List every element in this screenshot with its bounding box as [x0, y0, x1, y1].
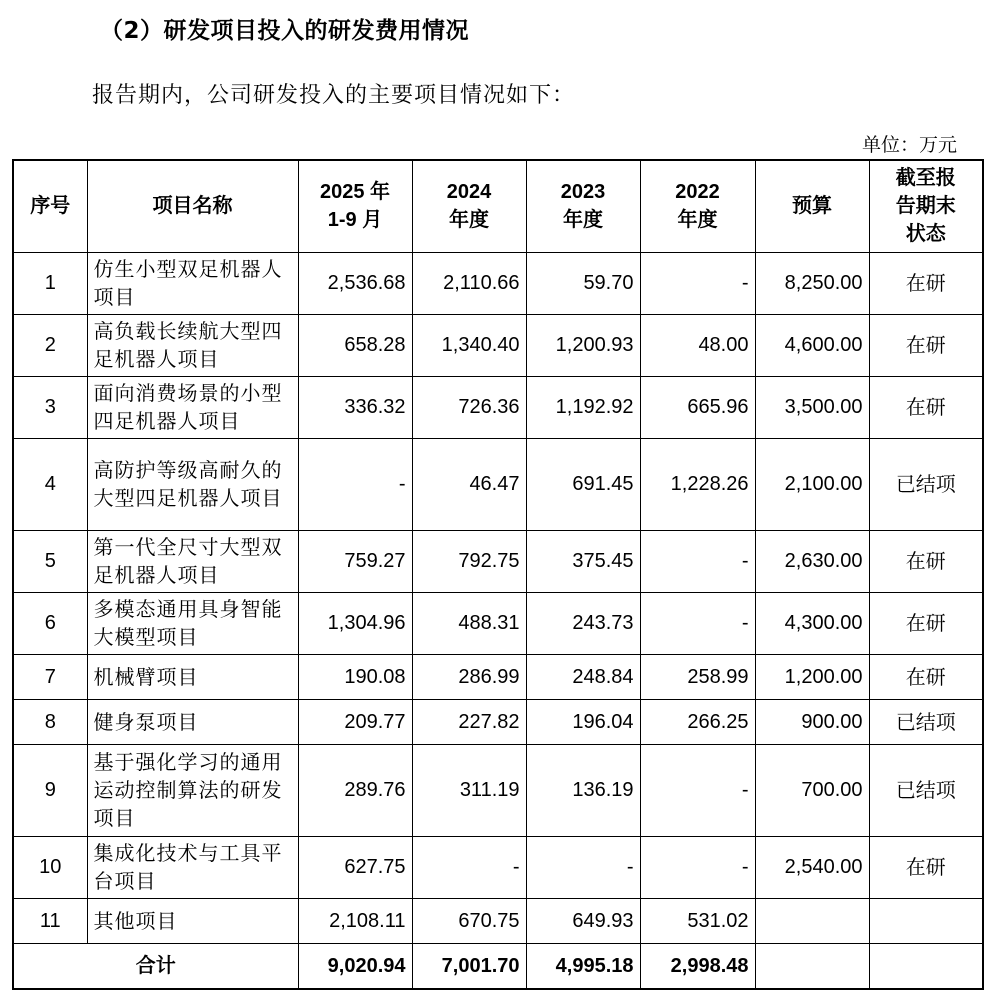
cell-2022: 531.02	[640, 898, 755, 943]
cell-2024: 286.99	[412, 654, 526, 699]
cell-budget: 2,100.00	[755, 438, 869, 530]
cell-seq: 11	[13, 898, 87, 943]
cell-seq: 10	[13, 836, 87, 898]
table-row	[13, 836, 983, 898]
cell-seq: 2	[13, 314, 87, 376]
cell-seq: 7	[13, 654, 87, 699]
cell-2024: -	[412, 836, 526, 898]
cell-budget: 700.00	[755, 744, 869, 836]
cell-status: 在研	[869, 530, 983, 592]
cell-2023: 243.73	[526, 592, 640, 654]
cell-status: 在研	[869, 836, 983, 898]
table-row	[13, 530, 983, 592]
table-row	[13, 699, 983, 744]
total-label: 合计	[13, 943, 298, 989]
cell-2023: 196.04	[526, 699, 640, 744]
cell-seq: 9	[13, 744, 87, 836]
cell-2023: 691.45	[526, 438, 640, 530]
cell-seq: 3	[13, 376, 87, 438]
cell-2025: 759.27	[298, 530, 412, 592]
cell-project-name: 基于强化学习的通用运动控制算法的研发项目	[87, 744, 298, 836]
section-heading: （2）研发项目投入的研发费用情况	[100, 18, 470, 44]
table-row	[13, 898, 983, 943]
cell-2025: 658.28	[298, 314, 412, 376]
cell-project-name: 高负载长续航大型四足机器人项目	[87, 314, 298, 376]
cell-2024: 46.47	[412, 438, 526, 530]
intro-paragraph: 报告期内，公司研发投入的主要项目情况如下：	[92, 83, 576, 108]
cell-2022: 665.96	[640, 376, 755, 438]
cell-2023: -	[526, 836, 640, 898]
cell-project-name: 第一代全尺寸大型双足机器人项目	[87, 530, 298, 592]
table-row	[13, 252, 983, 314]
cell-budget: 8,250.00	[755, 252, 869, 314]
header-2025: 2025 年 1-9 月	[298, 160, 412, 252]
cell-2025: 2,536.68	[298, 252, 412, 314]
cell-2023: 649.93	[526, 898, 640, 943]
cell-budget: 3,500.00	[755, 376, 869, 438]
cell-seq: 6	[13, 592, 87, 654]
cell-2023: 1,200.93	[526, 314, 640, 376]
table-row	[13, 438, 983, 530]
cell-project-name: 面向消费场景的小型四足机器人项目	[87, 376, 298, 438]
cell-status: 已结项	[869, 438, 983, 530]
cell-project-name: 健身泵项目	[87, 699, 298, 744]
total-row	[13, 943, 983, 989]
cell-status: 已结项	[869, 744, 983, 836]
cell-2022: -	[640, 252, 755, 314]
cell-2024: 792.75	[412, 530, 526, 592]
cell-2025: 2,108.11	[298, 898, 412, 943]
total-2024: 7,001.70	[412, 943, 526, 989]
cell-2025: 209.77	[298, 699, 412, 744]
cell-2024: 227.82	[412, 699, 526, 744]
cell-2022: -	[640, 836, 755, 898]
cell-status: 在研	[869, 654, 983, 699]
cell-budget: 900.00	[755, 699, 869, 744]
total-2025: 9,020.94	[298, 943, 412, 989]
cell-budget: 4,300.00	[755, 592, 869, 654]
cell-2022: 266.25	[640, 699, 755, 744]
total-status	[869, 943, 983, 989]
cell-2022: -	[640, 530, 755, 592]
cell-status: 在研	[869, 376, 983, 438]
header-2023: 2023 年度	[526, 160, 640, 252]
cell-seq: 5	[13, 530, 87, 592]
table-row	[13, 314, 983, 376]
cell-2025: 190.08	[298, 654, 412, 699]
cell-budget: 2,540.00	[755, 836, 869, 898]
cell-2023: 1,192.92	[526, 376, 640, 438]
cell-status: 在研	[869, 252, 983, 314]
unit-label: 单位：万元	[861, 134, 957, 156]
cell-status: 已结项	[869, 699, 983, 744]
cell-status: 在研	[869, 314, 983, 376]
header-seq: 序号	[13, 160, 87, 252]
table-row	[13, 744, 983, 836]
cell-project-name: 仿生小型双足机器人项目	[87, 252, 298, 314]
header-budget: 预算	[755, 160, 869, 252]
cell-2025: 289.76	[298, 744, 412, 836]
cell-seq: 4	[13, 438, 87, 530]
cell-2023: 375.45	[526, 530, 640, 592]
total-2023: 4,995.18	[526, 943, 640, 989]
cell-budget: 1,200.00	[755, 654, 869, 699]
cell-2025: -	[298, 438, 412, 530]
cell-2022: 48.00	[640, 314, 755, 376]
header-2022: 2022 年度	[640, 160, 755, 252]
cell-2022: 258.99	[640, 654, 755, 699]
table-row	[13, 376, 983, 438]
table-header-row	[13, 160, 983, 252]
cell-2024: 488.31	[412, 592, 526, 654]
cell-2022: -	[640, 744, 755, 836]
cell-2022: 1,228.26	[640, 438, 755, 530]
header-status: 截至报 告期末 状态	[869, 160, 983, 252]
cell-project-name: 其他项目	[87, 898, 298, 943]
cell-project-name: 高防护等级高耐久的大型四足机器人项目	[87, 438, 298, 530]
cell-project-name: 多模态通用具身智能大模型项目	[87, 592, 298, 654]
cell-2025: 336.32	[298, 376, 412, 438]
cell-2025: 1,304.96	[298, 592, 412, 654]
cell-2024: 2,110.66	[412, 252, 526, 314]
header-name: 项目名称	[87, 160, 298, 252]
cell-seq: 8	[13, 699, 87, 744]
cell-2022: -	[640, 592, 755, 654]
cell-project-name: 集成化技术与工具平台项目	[87, 836, 298, 898]
cell-2024: 726.36	[412, 376, 526, 438]
cell-status	[869, 898, 983, 943]
cell-budget: 2,630.00	[755, 530, 869, 592]
cell-project-name: 机械臂项目	[87, 654, 298, 699]
header-2024: 2024 年度	[412, 160, 526, 252]
cell-status: 在研	[869, 592, 983, 654]
total-budget	[755, 943, 869, 989]
table-row	[13, 592, 983, 654]
cell-2024: 670.75	[412, 898, 526, 943]
total-2022: 2,998.48	[640, 943, 755, 989]
cell-2024: 1,340.40	[412, 314, 526, 376]
cell-2025: 627.75	[298, 836, 412, 898]
cell-budget: 4,600.00	[755, 314, 869, 376]
cell-budget	[755, 898, 869, 943]
cell-2023: 248.84	[526, 654, 640, 699]
table-row	[13, 654, 983, 699]
rd-projects-table	[12, 159, 984, 990]
cell-2024: 311.19	[412, 744, 526, 836]
cell-seq: 1	[13, 252, 87, 314]
cell-2023: 136.19	[526, 744, 640, 836]
cell-2023: 59.70	[526, 252, 640, 314]
